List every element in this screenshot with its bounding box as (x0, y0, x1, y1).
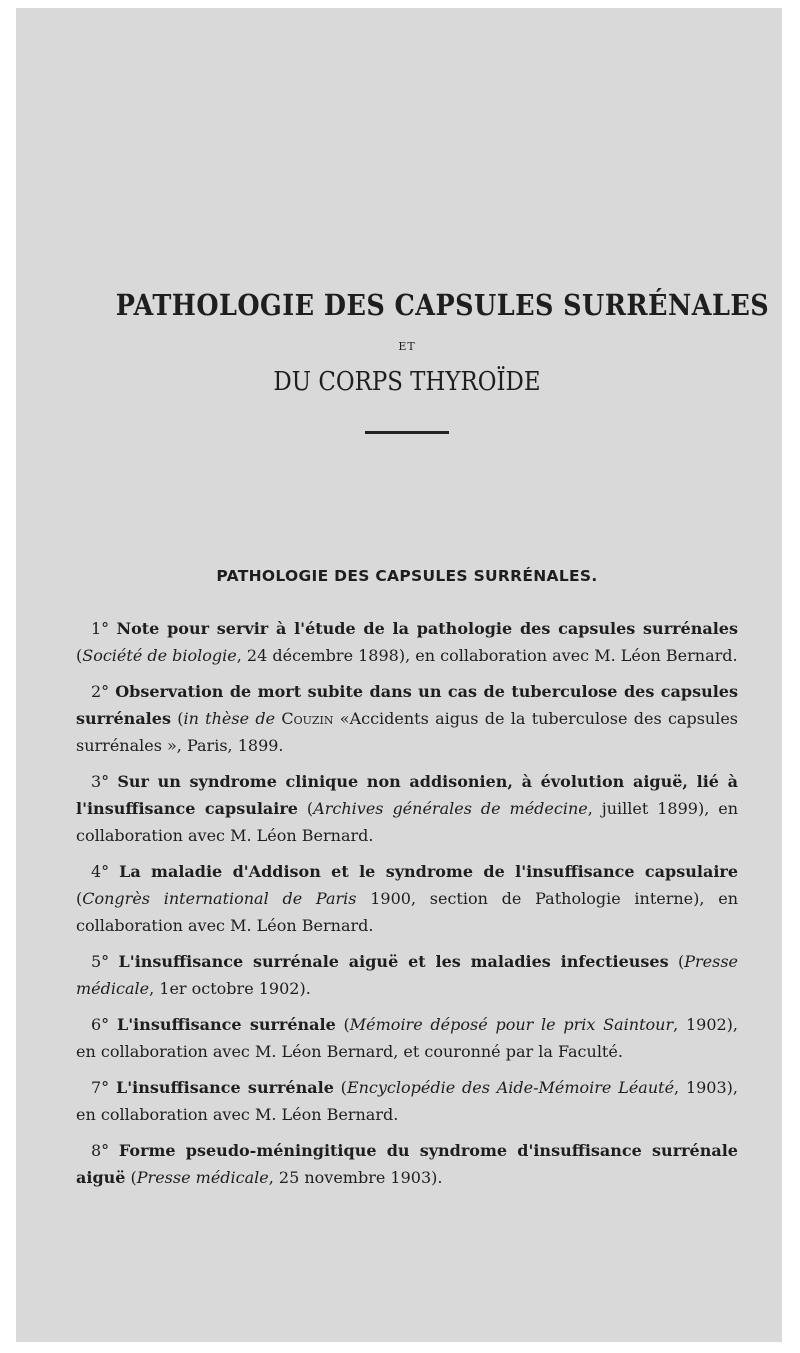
entry-title: L'insuffisance surrénale (116, 1015, 336, 1034)
entry-title: Note pour servir à l'étude de la pathologie des capsules surrénales (116, 619, 738, 638)
entry-title: Sur un syndrome clinique non addisonien, à évolution aiguë, lié à l'insuffisance capsulaire (76, 772, 738, 818)
title-conjunction: ET (398, 340, 416, 353)
entry-details: , juillet 1899), en collaboration avec M. Léon Bernard. (76, 799, 739, 845)
bibliography-entry (76, 1074, 738, 1128)
entry-paren: ( (76, 646, 83, 665)
entry-number: 6° (91, 1015, 110, 1034)
entry-number: 2° (91, 682, 110, 701)
entry-details: , 1er octobre 1902). (149, 979, 311, 998)
entry-paren: ( (297, 799, 314, 818)
entry-title: L'insuffisance surrénale aiguë et les maladies infectieuses (118, 952, 669, 971)
bibliography-entry (76, 1011, 738, 1065)
bibliography-entry (76, 615, 738, 669)
entry-number: 1° (91, 619, 110, 638)
entry-paren: ( (668, 952, 685, 971)
entry-details: «Accidents aigus de la tuberculose des capsules surrénales », Paris, 1899. (76, 709, 739, 755)
entry-details: , 25 novembre 1903). (268, 1168, 443, 1187)
bibliography-entry (76, 678, 738, 759)
entry-number: 4° (91, 862, 110, 881)
bibliography-entry (76, 1137, 738, 1191)
page-content (76, 288, 770, 1200)
entry-details: , 1902), en collaboration avec M. Léon Bernard, et couronné par la Faculté. (76, 1015, 738, 1061)
entry-number: 8° (91, 1141, 110, 1160)
entry-source: Archives générales de médecine (313, 799, 588, 818)
entry-source: Encyclopédie des Aide-Mémoire Léauté (346, 1078, 675, 1097)
entry-title: Observation de mort subite dans un cas de tuberculose des capsules surrénales (76, 682, 738, 728)
entry-title: Forme pseudo-méningitique du syndrome d'insuffisance surrénale aiguë (76, 1141, 738, 1187)
entry-paren: ( (170, 709, 184, 728)
entry-title: L'insuffisance surrénale (116, 1078, 334, 1097)
document-page (16, 8, 782, 1342)
section-heading: PATHOLOGIE DES CAPSULES SURRÉNALES. (216, 567, 598, 585)
entry-paren: ( (333, 1078, 347, 1097)
bibliography-entry (76, 858, 738, 939)
entry-source: Presse médicale (76, 952, 739, 998)
bibliography-list (76, 615, 738, 1191)
entry-paren: ( (125, 1168, 137, 1187)
entry-number: 3° (91, 772, 110, 791)
entry-number: 5° (91, 952, 110, 971)
entry-details: , 1903), en collaboration avec M. Léon Bernard. (76, 1078, 738, 1124)
entry-source: Mémoire déposé pour le prix Saintour (349, 1015, 674, 1034)
title-divider (365, 431, 449, 434)
entry-details: 1900, section de Pathologie interne), en collaboration avec M. Léon Bernard. (76, 889, 739, 935)
entry-details: , 24 décembre 1898), en collaboration avec M. Léon Bernard. (236, 646, 738, 665)
entry-number: 7° (91, 1078, 110, 1097)
page-title: PATHOLOGIE DES CAPSULES SURRÉNALES (115, 288, 770, 322)
entry-source: Presse médicale (136, 1168, 269, 1187)
entry-paren: ( (76, 889, 83, 908)
entry-paren: ( (335, 1015, 350, 1034)
entry-source: Société de biologie (82, 646, 237, 665)
entry-title: La maladie d'Addison et le syndrome de l'insuffisance capsulaire (119, 862, 739, 881)
entry-source: in thèse de (183, 709, 276, 728)
bibliography-entry (76, 768, 738, 849)
bibliography-entry (76, 948, 738, 1002)
page-subtitle: DU CORPS THYROÏDE (273, 367, 541, 397)
entry-author: Couzin (281, 709, 334, 728)
entry-source: Congrès international de Paris (82, 889, 357, 908)
